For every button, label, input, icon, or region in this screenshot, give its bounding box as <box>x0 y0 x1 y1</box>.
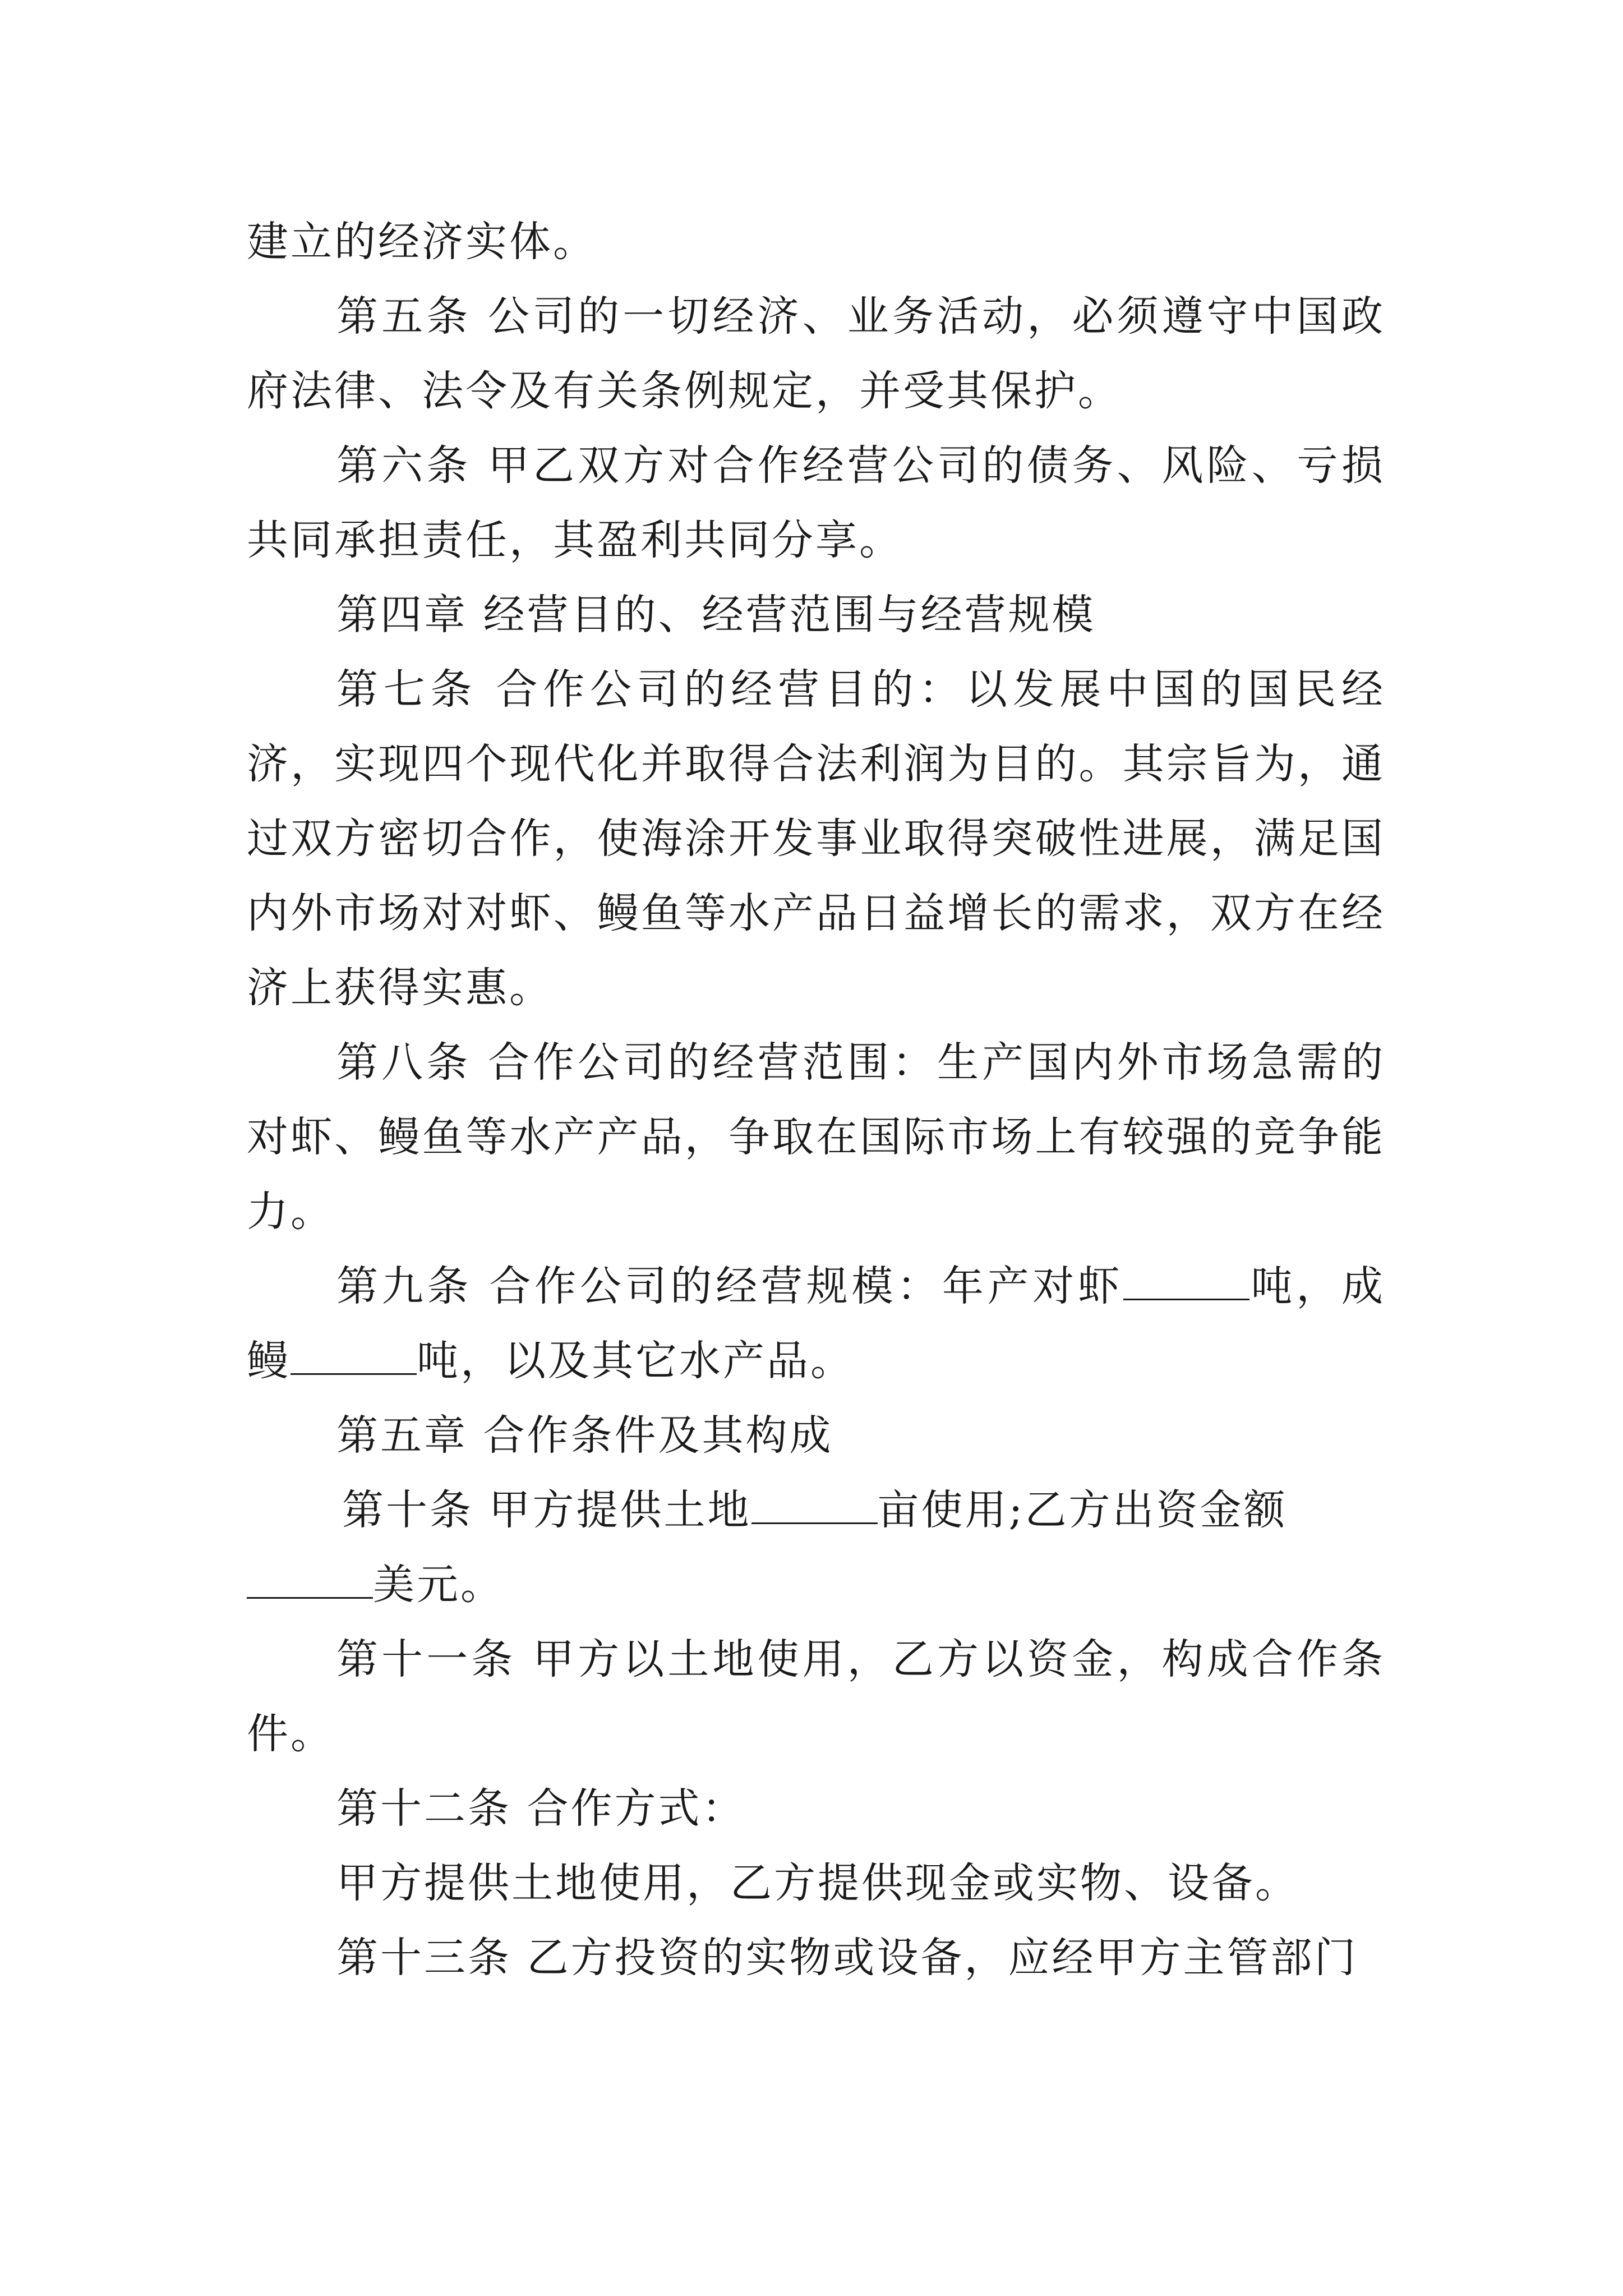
article-10 <box>247 1473 1385 1622</box>
paragraph-continuation: 建立的经济实体。 <box>247 218 597 266</box>
article-10-part1: 第十条 甲方提供土地 <box>342 1486 751 1534</box>
article-5: 第五条 公司的一切经济、业务活动，必须遵守中国政府法律、法令及有关条例规定，并受其保护。 <box>247 292 1385 415</box>
article-6: 第六条 甲乙双方对合作经营公司的债务、风险、亏损共同承担责任，其盈利共同分享。 <box>247 441 1385 564</box>
blank-land-mu <box>751 1488 878 1524</box>
article-11: 第十一条 甲方以土地使用，乙方以资金，构成合作条件。 <box>247 1635 1385 1758</box>
article-9-part3: 吨，以及其它水产品。 <box>417 1337 854 1385</box>
document-body <box>247 205 1385 1995</box>
article-9-part1: 第九条 合作公司的经营规模：年产对虾 <box>336 1262 1123 1310</box>
blank-usd-amount <box>247 1562 373 1599</box>
article-8: 第八条 合作公司的经营范围：生产国内外市场急需的对虾、鳗鱼等水产产品，争取在国际市场上有较强的竞争能力。 <box>247 1038 1385 1236</box>
article-10-part2: 亩使用;乙方出资金额 <box>877 1486 1288 1534</box>
article-10-part3: 美元。 <box>373 1561 504 1609</box>
article-12-detail: 甲方提供土地使用，乙方提供现金或实物、设备。 <box>336 1859 1299 1907</box>
chapter-4-heading: 第四章 经营目的、经营范围与经营规模 <box>336 591 1096 639</box>
article-7: 第七条 合作公司的经营目的：以发展中国的国民经济，实现四个现代化并取得合法利润为目的。其宗旨为，通过双方密切合作，使海涂开发事业取得突破性进展，满足国内外市场对对虾、鳗鱼等水产品日益增长的需求，双方在经济上获得实惠。 <box>247 665 1385 1012</box>
article-9 <box>247 1249 1385 1398</box>
blank-eel-tons <box>291 1338 417 1375</box>
blank-shrimp-tons <box>1123 1264 1249 1300</box>
article-12: 第十二条 合作方式： <box>336 1784 746 1833</box>
chapter-5-heading: 第五章 合作条件及其构成 <box>336 1411 833 1460</box>
article-9-part2: 吨，成鳗 <box>247 1262 1385 1385</box>
article-13: 第十三条 乙方投资的实物或设备，应经甲方主管部门 <box>336 1934 1358 1982</box>
